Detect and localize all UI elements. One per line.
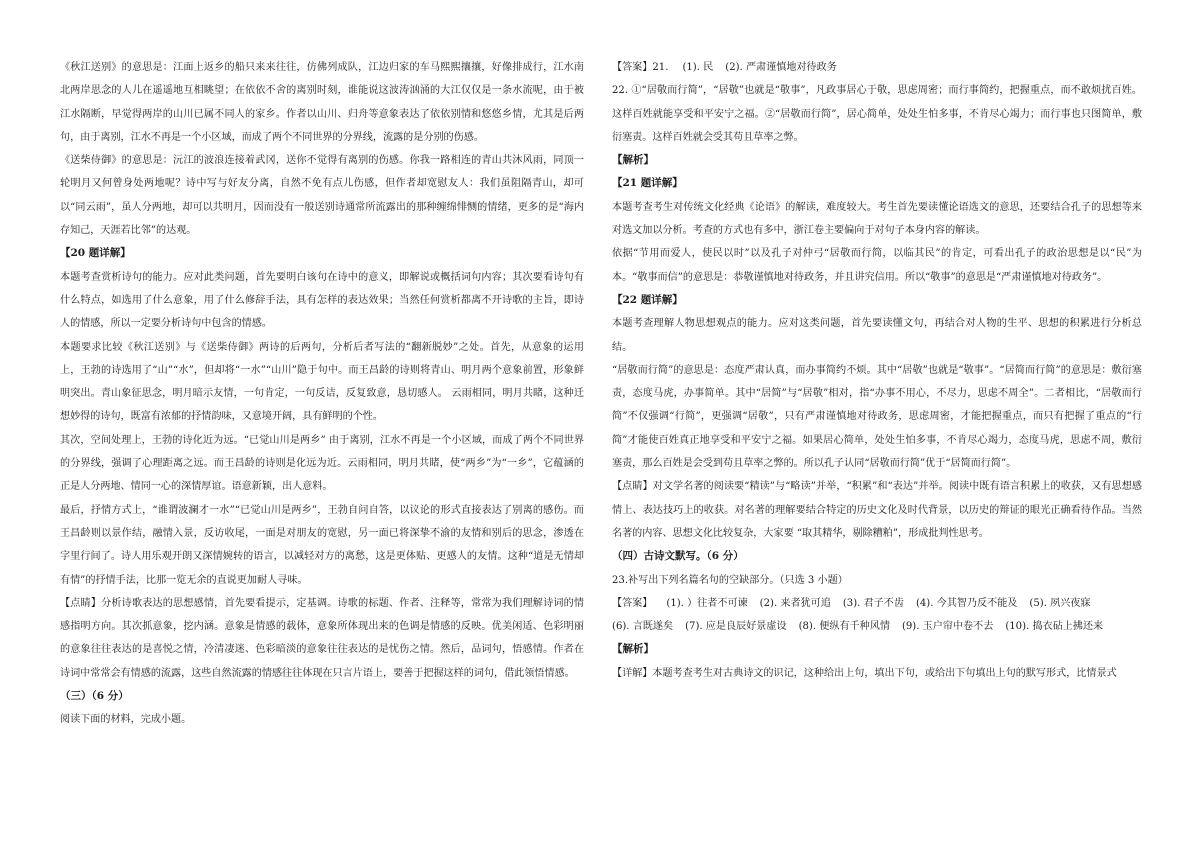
section-heading: 【21 题详解】 [612, 177, 683, 190]
answer-item: (2). 来者犹可追 [759, 597, 831, 609]
right-column [612, 56, 1142, 685]
section-heading: 【20 题详解】 [60, 247, 131, 260]
section-heading: 【22 题详解】 [612, 293, 683, 306]
section-heading: 【解析】 [612, 643, 654, 656]
paragraph: 22. ①“居敬而行简”，“居敬”也就是“敬事”，凡政事居心于敬，思虑周密；而行事简约，把握重点，而不敢烦扰百姓。这样百姓就能享受和平安宁之福。②“居敬而行简”，居心简单，处处生怕多事，不肯尽心竭力；而行事也只图简单，敷衍塞责。这样百姓就会受其苟且草率之弊。 [612, 85, 1142, 143]
paragraph: 【点睛】对文学名著的阅读要“精读”与“略读”并举，“积累”和“表达”并举。阅读中既有语言积累上的收获，又有思想感情上、表达技巧上的收获。对名著的理解要结合特定的历史文化及时代背景，以历史的辩证的眼光正确看待作品。当然名著的内容、思想文化比较复杂，大家要 “取其精华，剔除糟粕”，形成批判性思考。 [612, 481, 1142, 539]
paragraph: 23.补写出下列名篇名句的空缺部分。（只选 3 小题） [612, 574, 848, 586]
section-heading: （三）（6 分） [60, 690, 129, 703]
answer-item: (10). 捣衣砧上拂还来 [1005, 621, 1104, 633]
paragraph: 阅读下面的材料，完成小题。 [60, 714, 192, 726]
answer-label: 【答案】 [612, 597, 653, 609]
answer-label: 【答案】21. [612, 62, 669, 73]
paragraph: 《送柴侍御》的意思是：沅江的波浪连接着武冈，送你不觉得有离别的伤感。你我一路相连的青山共沐风雨，同顶一轮明月又何曾身处两地呢？诗中写与好友分离，自然不免有点儿伤感，但作者却宽慰友人：我们虽阻隔青山，却可以“同云雨”，虽人分两地，却可以共明月，因而没有一般送别诗通常所流露出的那种缠绵悱恻的情绪，更多的是“海内存知己，天涯若比邻”的达观。 [60, 155, 584, 237]
paragraph: 【点睛】分析诗歌表达的思想感情，首先要看提示，定基调。诗歌的标题、作者、注释等，常常为我们理解诗词的情感指明方向。其次抓意象，挖内涵。意象是情感的载体，意象所体现出来的色调是情感的反映。优美闲适、色彩明丽的意象往往表达的是喜悦之情，冷清凄迷、色彩暗淡的意象往往表达的是忧伤之情。然后，品词句，悟感情。作者在诗词中常常会有情感的流露，这些自然流露的情感往往体现在只言片语上，要善于把握这样的词句，借此领悟情感。 [60, 597, 584, 679]
answer-item: (6). 言既遂矣 [612, 621, 674, 633]
answer-item: (9). 玉户帘中卷不去 [901, 621, 994, 633]
answer-line [612, 56, 1142, 79]
answer-line [612, 592, 1142, 639]
paragraph: “居敬而行简”的意思是：态度严肃认真，而办事简约不烦。其中“居敬”也就是“敬事”。“居简而行简”的意思是：敷衍塞责，态度马虎，办事简单。其中“居简”与“居敬”相对，指“办事不用心，不尽力，思虑不周全”。二者相比，“居敬而行简”不仅强调“行简”，更强调“居敬”，只有严肃谨慎地对待政务，思虑周密，才能把握重点，而只有把握了重点的“行简”才能使百姓真正地享受和平安宁之福。如果居心简单，处处生怕多事，不肯尽心竭力，态度马虎，思虑不周，敷衍塞责，那么百姓是会受到苟且草率之弊的。所以孔子认同“居敬而行简”优于“居简而行简”。 [612, 364, 1142, 470]
answer-item: (1). 民 [682, 62, 714, 73]
left-column [60, 56, 584, 732]
answer-item: (2). 严肃谨慎地对待政务 [725, 62, 837, 73]
paragraph: 本题要求比较《秋江送别》与《送柴侍御》两诗的后两句，分析后者写法的“翻新脱妙”之处。首先，从意象的运用上，王勃的诗选用了“山”“水”，但却将“一水”“山川”隐于句中。而王昌龄的诗则将青山、明月两个意象前置，形象鲜明突出。青山象征思念，明月暗示友情，一句肯定，一句反诘，反复致意，恳切感人。 云雨相同，明月共睹，这种迁想妙得的诗句，既富有浓郁的抒情韵味，又意境开阔，具有鲜明的个性。 [60, 341, 584, 423]
answer-item: (7). 应是良辰好景虚设 [685, 621, 787, 633]
paragraph: 其次，空间处理上，王勃的诗化近为远。“已觉山川是两乡” 由于离别，江水不再是一个小区域，而成了两个不同世界的分界线，强调了心理距离之远。而王昌龄的诗则是化远为近。云雨相同，明月共睹，使“两乡”为“一乡”，它蕴涵的正是人分两地、情同一心的深情厚谊。语意新颖，出人意料。 [60, 434, 584, 493]
answer-item: (5). 夙兴夜寐 [1029, 597, 1091, 609]
paragraph: 本题考查理解人物思想观点的能力。应对这类问题，首先要读懂文句，再结合对人物的生平、思想的积累进行分析总结。 [612, 318, 1142, 353]
paragraph: 依据“节用而爱人，使民以时”以及孔子对仲弓“居敬而行简，以临其民”的肯定，可看出孔子的政治思想是以“民”为本。“敬事而信”的意思是：恭敬谨慎地对待政务，并且讲究信用。所以“敬事”的意思是“严肃谨慎地对待政务”。 [612, 248, 1142, 283]
answer-item: (3). 君子不齿 [842, 597, 904, 609]
answer-item: (8). 便纵有千种风情 [798, 621, 890, 633]
answer-item: (1). ）往者不可谏 [666, 597, 748, 609]
paragraph: 《秋江送别》的意思是：江面上返乡的船只来来往往，仿佛列成队，江边归家的车马熙熙攘攘，好像排成行，江水南北两岸思念的人儿在遥遥地互相眺望；在依依不舍的离别时刻，谁能说这波涛汹涌的大江仅仅是一条水流呢，由于被江水隔断，早觉得两岸的山川已属不同人的家乡。作者以山川、归舟等意象表达了依依别情和悠悠乡情，尤其是后两句，由于离别，江水不再是一个小区域，而成了两个不同世界的分界线，流露的是分别的伤感。 [60, 62, 584, 143]
section-heading: 【解析】 [612, 154, 654, 167]
section-heading: （四）古诗文默写。（6 分） [612, 550, 744, 563]
paragraph: 本题考查考生对传统文化经典《论语》的解读，难度较大。考生首先要读懂论语选文的意思，还要结合孔子的思想等来对选文加以分析。考查的方式也有多中，浙江卷主要偏向于对句子本身内容的解读。 [612, 201, 1142, 237]
paragraph: 【详解】本题考查考生对古典诗文的识记，这种给出上句，填出下句，或给出下句填出上句的默写形式，比情景式 [612, 667, 1117, 679]
answer-item: (4). 今其智乃反不能及 [915, 597, 1018, 609]
paragraph: 本题考查赏析诗句的能力。应对此类问题，首先要明白该句在诗中的意义，即解说或概括词句内容；其次要看诗句有什么特点，如选用了什么意象，用了什么修辞手法，具有怎样的表达效果；当然任何赏析都离不开诗歌的主旨，即诗人的情感，所以一定要分析诗句中包含的情感。 [60, 271, 584, 330]
paragraph: 最后，抒情方式上，“谁谓波澜才一水”“已觉山川是两乡”，王勃自问自答，以议论的形式直接表达了别离的感伤。而王昌龄则以景作结，融情入景，反访收尾，一面是对朋友的宽慰，另一面已将深挚不渝的友情和别后的思念，渗透在字里行间了。诗人用乐观开朗又深情婉转的语言，以减轻对方的离愁，这是更体贴、更感人的友情。这种“道是无情却有情”的抒情手法，比那一览无余的直说更加耐人寻味。 [60, 504, 584, 586]
